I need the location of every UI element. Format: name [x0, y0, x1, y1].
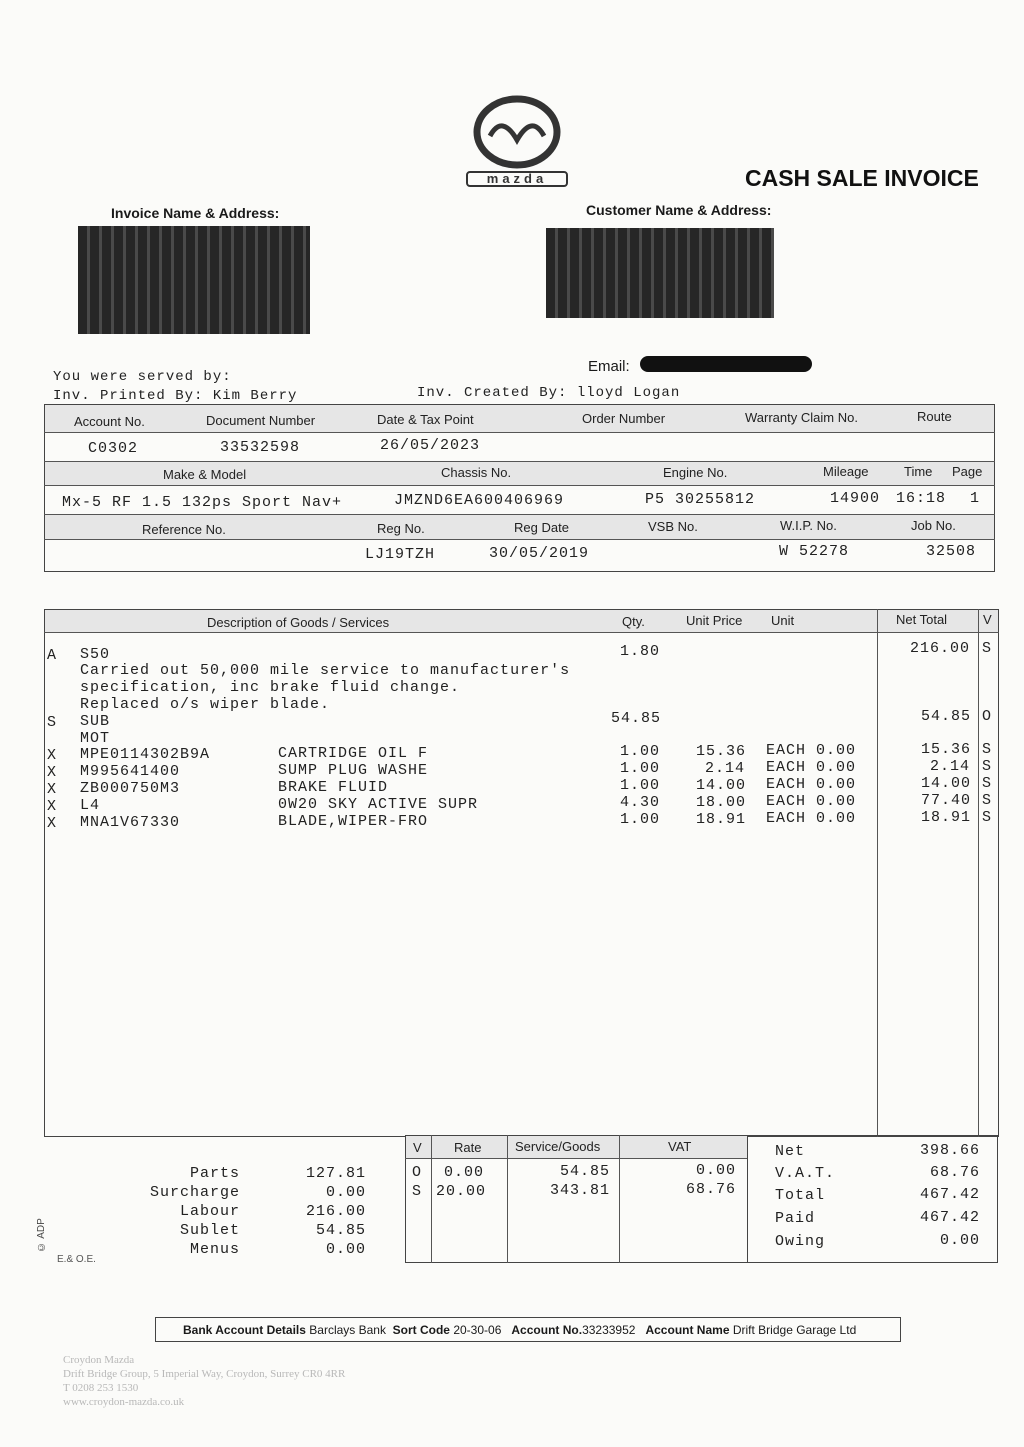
line-desc: BRAKE FLUID: [278, 779, 389, 796]
footer-website: www.croydon-mazda.co.uk: [63, 1396, 185, 1408]
line-net: 54.85: [921, 708, 972, 725]
line-code: X: [47, 798, 58, 815]
hdr-reg-date: Reg Date: [514, 520, 569, 535]
line-v: S: [982, 775, 993, 792]
total-value: 0.00: [939, 1232, 980, 1249]
hdr-order-number: Order Number: [582, 411, 666, 426]
hdr-vsb-no: VSB No.: [648, 519, 698, 534]
line-price: 15.36: [696, 743, 747, 760]
vat-row-service-goods: 343.81: [549, 1182, 610, 1199]
hdr-mileage: Mileage: [823, 464, 869, 479]
line-part: MPE0114302B9A: [80, 746, 211, 763]
summary-value: 127.81: [305, 1165, 366, 1182]
hdr-page: Page: [952, 464, 983, 479]
line-price: 14.00: [696, 777, 747, 794]
date-value: 26/05/2023: [380, 437, 481, 454]
line-text: Replaced o/s wiper blade.: [80, 696, 331, 713]
line-part: MNA1V67330: [80, 814, 181, 831]
total-value: 467.42: [919, 1209, 980, 1226]
line-text: SUB: [80, 713, 111, 730]
sort-code-value: 20-30-06: [453, 1323, 502, 1337]
line-v: O: [982, 708, 993, 725]
account-no-value: C0302: [88, 440, 139, 457]
redacted-customer-address: [546, 228, 774, 318]
line-part: M995641400: [80, 763, 181, 780]
hdr-document-number: Document Number: [206, 413, 316, 428]
printed-by: Inv. Printed By: Kim Berry: [53, 388, 298, 404]
goods-header-row: [45, 610, 998, 632]
vat-row-vat: 0.00: [695, 1162, 736, 1179]
line-qty: 1.00: [620, 777, 661, 794]
line-part: ZB000750M3: [80, 780, 181, 797]
footer-phone: T 0208 253 1530: [63, 1382, 139, 1394]
redacted-email: [640, 356, 812, 372]
sort-code-label: Sort Code: [392, 1323, 450, 1337]
hdr-wip-no: W.I.P. No.: [780, 518, 837, 533]
hdr-description: Description of Goods / Services: [207, 615, 390, 630]
bank-details-box: [155, 1317, 901, 1342]
total-value: 68.76: [929, 1164, 980, 1181]
hdr-net-total: Net Total: [896, 612, 948, 627]
vat-row-rate: 0.00: [444, 1164, 485, 1181]
bank-details-label: Bank Account Details: [183, 1323, 306, 1337]
line-price: 2.14: [705, 760, 746, 777]
footer-company: Croydon Mazda: [63, 1354, 135, 1366]
line-text: Carried out 50,000 mile service to manufacturer's: [80, 662, 571, 679]
footer-address: [63, 1353, 345, 1409]
line-price: 18.91: [696, 811, 747, 828]
line-code: X: [47, 764, 58, 781]
account-no-label: Account No.: [511, 1323, 583, 1337]
bank-account-no: 33233952: [582, 1323, 636, 1337]
vat-hdr-vat: VAT: [668, 1139, 692, 1154]
summary-label: Parts: [189, 1165, 240, 1182]
created-by: Inv. Created By: lloyd Logan: [417, 385, 681, 401]
line-unit: EACH 0.00: [766, 742, 857, 759]
line-qty: 4.30: [620, 794, 661, 811]
hdr-route: Route: [917, 409, 952, 424]
customer-name-label: Customer Name & Address:: [586, 202, 772, 218]
summary-value: 216.00: [305, 1203, 366, 1220]
hdr-account-no: Account No.: [74, 414, 145, 429]
hdr-warranty-claim: Warranty Claim No.: [745, 410, 858, 425]
line-qty: 1.80: [620, 643, 661, 660]
total-label: Owing: [775, 1233, 826, 1250]
summary-value: 54.85: [315, 1222, 366, 1239]
line-net: 77.40: [921, 792, 972, 809]
total-label: Paid: [775, 1210, 816, 1227]
chassis-value: JMZND6EA600406969: [394, 492, 565, 509]
engine-value: P5 30255812: [645, 491, 756, 508]
line-qty: 1.00: [620, 760, 661, 777]
time-value: 16:18: [896, 490, 947, 507]
line-net: 2.14: [930, 758, 971, 775]
vat-row-v: S: [412, 1183, 423, 1200]
line-unit: EACH 0.00: [766, 793, 857, 810]
document-number-value: 33532598: [220, 439, 301, 456]
job-no-value: 32508: [926, 543, 977, 560]
summary-value: 0.00: [325, 1184, 366, 1201]
hdr-chassis: Chassis No.: [441, 465, 512, 480]
line-code: A: [47, 647, 58, 664]
hdr-time: Time: [904, 464, 933, 479]
line-qty: 54.85: [611, 710, 662, 727]
email-label: Email:: [588, 358, 630, 375]
line-net: 18.91: [921, 809, 972, 826]
line-desc: BLADE,WIPER-FRO: [278, 813, 429, 830]
adp-copyright-mark: © ADP: [36, 1218, 47, 1252]
line-net: 15.36: [921, 741, 972, 758]
line-code: X: [47, 747, 58, 764]
line-v: S: [982, 758, 993, 775]
line-text: S50: [80, 646, 111, 663]
reg-date-value: 30/05/2019: [489, 545, 590, 562]
hdr-unit-price: Unit Price: [686, 613, 743, 628]
line-unit: EACH 0.00: [766, 759, 857, 776]
served-by-label: You were served by:: [53, 369, 232, 385]
line-text: specification, inc brake fluid change.: [80, 679, 461, 696]
line-desc: CARTRIDGE OIL F: [278, 745, 429, 762]
line-code: X: [47, 781, 58, 798]
line-desc: 0W20 SKY ACTIVE SUPR: [278, 796, 479, 813]
account-name-value: Drift Bridge Garage Ltd: [732, 1323, 857, 1337]
total-label: Total: [775, 1187, 826, 1204]
summary-label: Sublet: [179, 1222, 240, 1239]
line-net: 216.00: [910, 640, 971, 657]
hdr-reference-no: Reference No.: [142, 522, 226, 537]
wip-no-value: W 52278: [779, 543, 850, 560]
line-price: 18.00: [696, 794, 747, 811]
mazda-logo: [462, 92, 572, 192]
hdr-date-tax-point: Date & Tax Point: [377, 412, 474, 427]
account-name-label: Account Name: [645, 1323, 730, 1337]
footer-street: Drift Bridge Group, 5 Imperial Way, Croydon, Surrey CR0 4RR: [63, 1368, 346, 1380]
hdr-make-model: Make & Model: [163, 467, 247, 482]
hdr-qty: Qty.: [622, 614, 645, 629]
mileage-value: 14900: [830, 490, 881, 507]
hdr-v: V: [983, 612, 992, 627]
line-qty: 1.00: [620, 811, 661, 828]
vat-hdr-service-goods: Service/Goods: [515, 1139, 601, 1154]
total-label: Net: [775, 1143, 806, 1160]
page-value: 1: [970, 490, 981, 507]
line-net: 14.00: [921, 775, 972, 792]
make-model-value: Mx-5 RF 1.5 132ps Sport Nav+: [62, 494, 343, 511]
brand-wordmark: mazda: [486, 171, 548, 186]
eoe-text: E.& O.E.: [57, 1254, 96, 1265]
hdr-unit: Unit: [771, 613, 795, 628]
summary-label: Labour: [179, 1203, 240, 1220]
summary-label: Surcharge: [149, 1184, 240, 1201]
vat-row-vat: 68.76: [685, 1181, 736, 1198]
total-value: 398.66: [919, 1142, 980, 1159]
reg-no-value: LJ19TZH: [365, 546, 436, 563]
hdr-engine: Engine No.: [663, 465, 728, 480]
total-label: V.A.T.: [775, 1165, 836, 1182]
redacted-invoice-address: [78, 226, 310, 334]
vat-hdr-v: V: [413, 1140, 422, 1155]
invoice-title: CASH SALE INVOICE: [745, 165, 979, 191]
line-code: X: [47, 815, 58, 832]
line-v: S: [982, 792, 993, 809]
total-value: 467.42: [919, 1186, 980, 1203]
vat-row-rate: 20.00: [436, 1183, 487, 1200]
line-qty: 1.00: [620, 743, 661, 760]
line-code: S: [47, 714, 58, 731]
line-text: MOT: [80, 730, 111, 747]
hdr-reg-no: Reg No.: [377, 521, 425, 536]
line-v: S: [982, 640, 993, 657]
summary-label: Menus: [189, 1241, 240, 1258]
line-part: L4: [80, 797, 101, 814]
invoice-name-label: Invoice Name & Address:: [111, 205, 280, 221]
line-unit: EACH 0.00: [766, 776, 857, 793]
line-v: S: [982, 741, 993, 758]
hdr-job-no: Job No.: [911, 518, 956, 533]
line-unit: EACH 0.00: [766, 810, 857, 827]
vat-hdr-rate: Rate: [454, 1140, 482, 1155]
line-v: S: [982, 809, 993, 826]
bank-name: Barclays Bank: [309, 1323, 386, 1337]
line-desc: SUMP PLUG WASHE: [278, 762, 429, 779]
summary-value: 0.00: [325, 1241, 366, 1258]
vat-row-v: O: [412, 1164, 423, 1181]
vat-row-service-goods: 54.85: [559, 1163, 610, 1180]
